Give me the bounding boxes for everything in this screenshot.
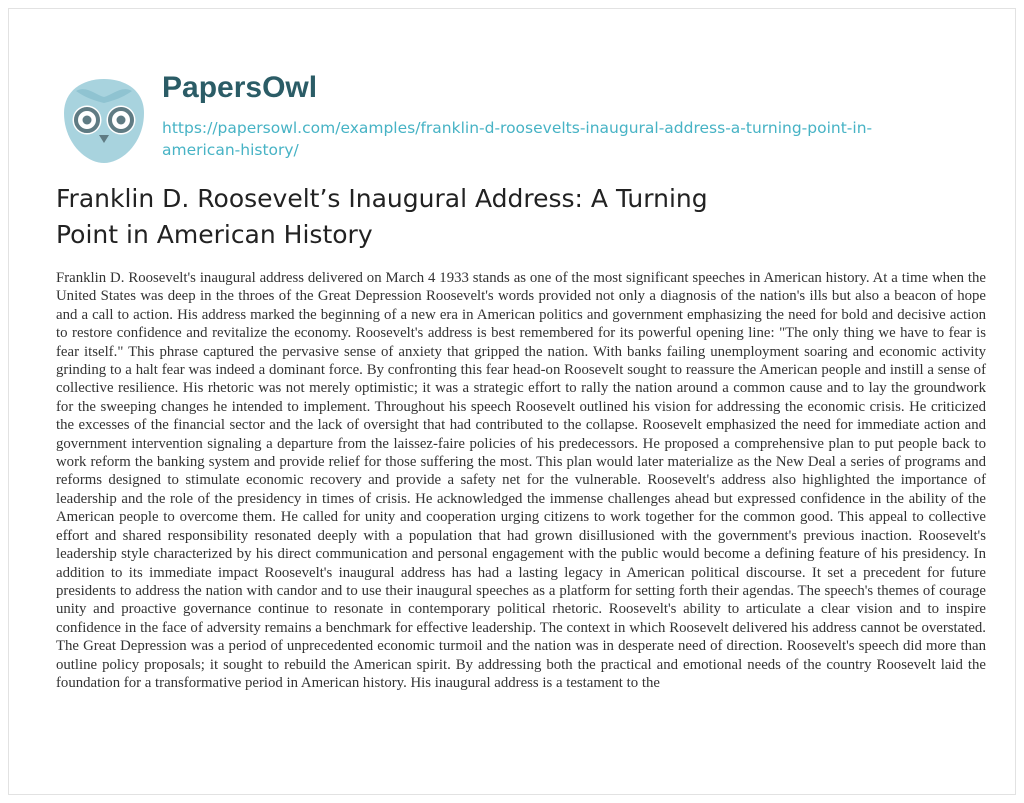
brand-name: PapersOwl [162,71,318,104]
owl-eyes-logo-icon [56,73,152,169]
document-page [8,8,1016,795]
source-url-link[interactable]: https://papersowl.com/examples/franklin-d-roosevelts-inaugural-address-a-turning-point-in- american-history/ [162,119,873,159]
document-body: Franklin D. Roosevelt's inaugural address delivered on March 4 1933 stands as one of the most significant speeches in American history. At a time when the United States was deep in the throes of the Great Depression Roosevelt's words provided not only a diagnosis of the nation's ills but also a beacon of hope and a call to action. His address marked the beginning of a new era in American politics and government emphasizing the need for bold and decisive action to restore confidence and revitalize the economy. Roosevelt's address is best remembered for its powerful opening line: "The only thing we have to fear is fear itself." This phrase captured the pervasive sense of anxiety that gripped the nation. With banks failing unemployment soaring and economic activity grinding to a halt fear was indeed a dominant force. By confronting this fear head-on Roosevelt sought to reassure the American people and instill a sense of collective resilience. His rhetoric was not merely optimistic; it was a strategic effort to rally the nation around a common cause and to lay the groundwork for the sweeping changes he intended to implement. Throughout his speech Roosevelt outlined his vision for addressing the economic crisis. He criticized the excesses of the financial sector and the lack of oversight that had contributed to the collapse. Roosevelt emphasized the need for immediate action and government intervention signaling a departure from the laissez-faire policies of his predecessors. He proposed a comprehensive plan to put people back to work reform the banking system and provide relief for those suffering the most. This plan would later materialize as the New Deal a series of programs and reforms designed to stimulate economic recovery and provide a safety net for the vulnerable. Roosevelt's address also highlighted the importance of leadership and the role of the presidency in times of crisis. He acknowledged the immense challenges ahead but expressed confidence in the ability of the American people to overcome them. He called for unity and cooperation urging citizens to work together for the common good. This appeal to collective effort and shared responsibility resonated deeply with a population that had grown disillusioned with the government's previous inaction. Roosevelt's leadership style characterized by his direct communication and personal engagement with the public would become a defining feature of his presidency. In addition to its immediate impact Roosevelt's inaugural address has had a lasting legacy in American political discourse. It set a precedent for future presidents to address the nation with candor and to use their inaugural speeches as a platform for setting forth their agendas. The speech's themes of courage unity and proactive governance continue to resonate in contemporary political rhetoric. Roosevelt's ability to articulate a clear vision and to inspire confidence in the face of adversity remains a benchmark for effective leadership. The context in which Roosevelt delivered his address cannot be overstated. The Great Depression was a period of unprecedented economic turmoil and the nation was in desperate need of direction. Roosevelt's speech did more than outline policy proposals; it sought to rebuild the American spirit. By addressing both the practical and emotional needs of the country Roosevelt laid the foundation for a transformative period in American history. His inaugural address is a testament to the [56,270,986,691]
document-title: Franklin D. Roosevelt’s Inaugural Address: A Turning Point in American History [56,184,708,249]
